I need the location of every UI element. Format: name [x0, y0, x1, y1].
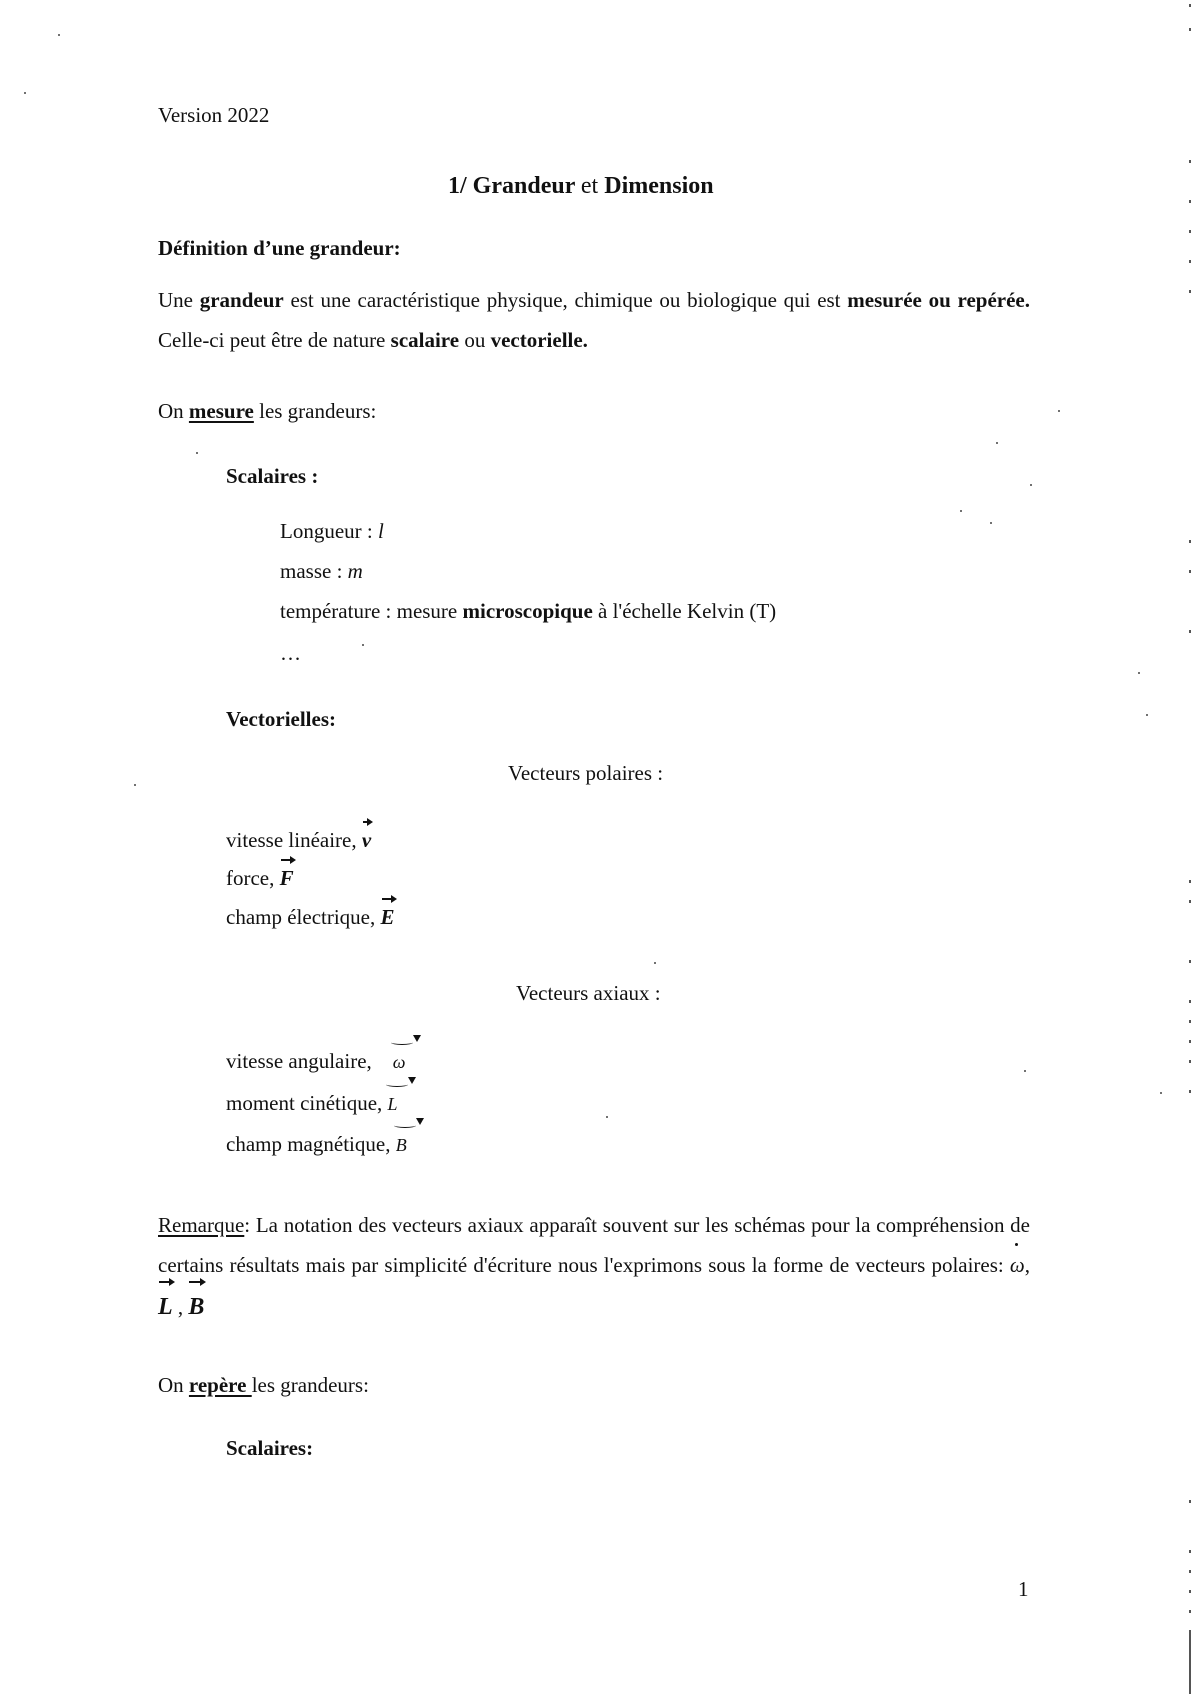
title-word-grandeur: Grandeur — [472, 173, 575, 199]
scan-speck — [362, 644, 364, 646]
definition-heading: Définition d’une grandeur: — [158, 236, 401, 260]
definition-paragraph: Une grandeur est une caractéristique physique, chimique ou biologique qui est mesurée ou repérée. Celle-ci peut être de nature scalaire ou vectorielle. — [158, 288, 1030, 352]
title-number: 1/ — [448, 173, 467, 199]
repere-line: On repère les grandeurs: — [158, 1373, 369, 1397]
symbol-m: m — [347, 559, 363, 583]
vector-v-symbol: v — [362, 825, 371, 853]
polaire-vitesse-lineaire: vitesse linéaire, v — [226, 825, 371, 853]
scalaires-heading: Scalaires : — [226, 464, 319, 488]
scalaire-temperature: température : mesure microscopique à l'échelle Kelvin (T) — [280, 599, 777, 623]
scan-speck — [1138, 672, 1140, 674]
page-number: 1 — [1018, 1577, 1029, 1601]
scalaire-masse: masse : m — [280, 559, 363, 583]
axial-omega-symbol: ω — [393, 1049, 406, 1075]
title-word-et: et — [580, 173, 599, 199]
scalaires2-heading: Scalaires: — [226, 1436, 314, 1460]
term-vectorielle: vectorielle. — [490, 328, 588, 352]
axial-moment-cinetique: moment cinétique, L — [226, 1091, 398, 1115]
scan-speck — [196, 452, 198, 454]
title-word-dimension: Dimension — [604, 173, 714, 199]
vector-l-symbol: L — [158, 1285, 173, 1327]
scan-speck — [1160, 1092, 1162, 1094]
vector-e-symbol: E — [381, 902, 395, 930]
scan-speck — [654, 962, 656, 964]
scan-speck — [1058, 410, 1060, 412]
remarque-label: Remarque — [158, 1213, 245, 1237]
axial-champ-magnetique: champ magnétique, B — [226, 1132, 407, 1156]
scan-speck — [1030, 484, 1032, 486]
term-grandeur: grandeur — [199, 288, 284, 312]
term-mesure: mesure — [188, 399, 254, 423]
remarque-paragraph: Remarque: La notation des vecteurs axiaux apparaît souvent sur les schémas pour la compréhension de certains résultats mais par simplicité d'écriture nous l'exprimons sous la forme de vecteurs polaires: ω, L , B — [158, 1205, 1030, 1327]
term-scalaire: scalaire — [390, 328, 460, 352]
scan-speck — [990, 522, 992, 524]
term-microscopique: microscopique — [462, 599, 593, 623]
axial-b-symbol: B — [396, 1132, 407, 1158]
vector-b-symbol: B — [188, 1285, 204, 1327]
scan-speck — [58, 34, 60, 36]
mesure-line: On mesure les grandeurs: — [158, 399, 377, 423]
vector-f-symbol: F — [280, 863, 294, 891]
omega-symbol: ω — [1010, 1245, 1025, 1285]
scalaire-ellipsis: … — [280, 641, 301, 665]
polaires-heading: Vecteurs polaires : — [508, 761, 664, 785]
scalaire-longueur: Longueur : l — [280, 519, 384, 543]
vectorielles-heading: Vectorielles: — [226, 707, 337, 731]
scan-speck — [960, 510, 962, 512]
polaire-force: force, F — [226, 863, 294, 891]
scan-speck — [24, 92, 26, 94]
term-repere: repère — [188, 1373, 252, 1397]
polaire-champ-electrique: champ électrique, E — [226, 902, 395, 930]
axiaux-heading: Vecteurs axiaux : — [516, 981, 661, 1005]
scan-speck — [996, 442, 998, 444]
scan-speck — [134, 784, 136, 786]
term-mesuree-reperee: mesurée ou repérée. — [847, 288, 1030, 312]
scan-speck — [1024, 1070, 1026, 1072]
version-label: Version 2022 — [158, 103, 270, 127]
axial-l-symbol: L — [388, 1091, 398, 1117]
scan-speck — [1146, 714, 1148, 716]
page-title — [448, 173, 714, 199]
axial-vitesse-angulaire: vitesse angulaire, ω — [226, 1049, 406, 1073]
symbol-l: l — [377, 519, 384, 543]
scan-speck — [606, 1116, 608, 1118]
right-edge-scan-marks — [1188, 0, 1192, 1694]
